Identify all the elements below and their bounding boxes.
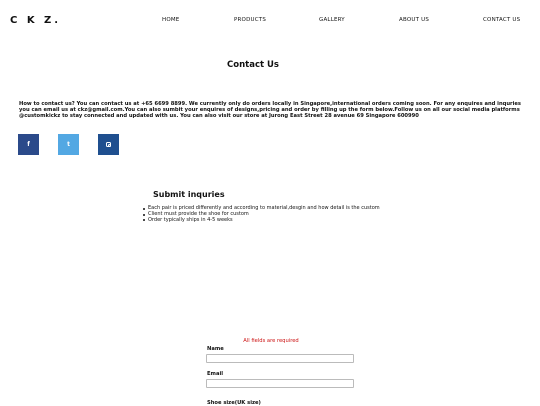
main-nav (0, 17, 540, 27)
email-field[interactable] (206, 379, 354, 388)
inquiries-title: Submit inquries (153, 190, 225, 199)
list-item-text: Each pair is priced differently and according to material,desgin and how detail is the custom (148, 205, 380, 211)
required-fields-note: All fields are required (243, 338, 299, 344)
facebook-icon: f (27, 141, 30, 148)
instagram-icon (106, 142, 111, 147)
nav-contact-us[interactable]: CONTACT US (483, 17, 521, 23)
email-label: Email (207, 371, 224, 377)
contact-intro-text: How to contact us? You can contact us at +65 6699 8899. We currently only do orders locally in Singapore,international orders coming soon. For any enquires and inquries you can email us at ckz@gmail.com.You can also sumbit your enquires of designs,pricing and order by filling up the form below.Follow us on all our social media platforms @customkickz to stay connected and updated with us. You can also visit our store at Jurong East Street 28 avenue 69 Singapore 600990 (19, 101, 521, 120)
inquiries-list (148, 206, 380, 223)
twitter-icon: t (67, 141, 70, 148)
site-logo[interactable]: C K Z. (10, 15, 62, 26)
shoe-size-label: Shoe size(UK size) (207, 400, 261, 406)
list-item-text: Order typically ships in 4-5 weeks (148, 216, 233, 223)
name-field[interactable] (206, 354, 354, 363)
list-item (148, 218, 380, 224)
page-title: Contact Us (227, 60, 279, 70)
bullet-icon (143, 219, 145, 221)
bullet-icon (143, 208, 145, 210)
name-label: Name (207, 346, 224, 352)
facebook-button[interactable] (18, 134, 39, 155)
nav-gallery[interactable]: GALLERY (319, 17, 345, 23)
bullet-icon (143, 214, 145, 216)
list-item-text: Client must provide the shoe for custom (148, 210, 249, 217)
instagram-button[interactable] (98, 134, 119, 155)
nav-about-us[interactable]: ABOUT US (399, 17, 430, 23)
nav-products[interactable]: PRODUCTS (234, 17, 267, 23)
nav-home[interactable]: HOME (162, 17, 180, 23)
twitter-button[interactable] (58, 134, 79, 155)
